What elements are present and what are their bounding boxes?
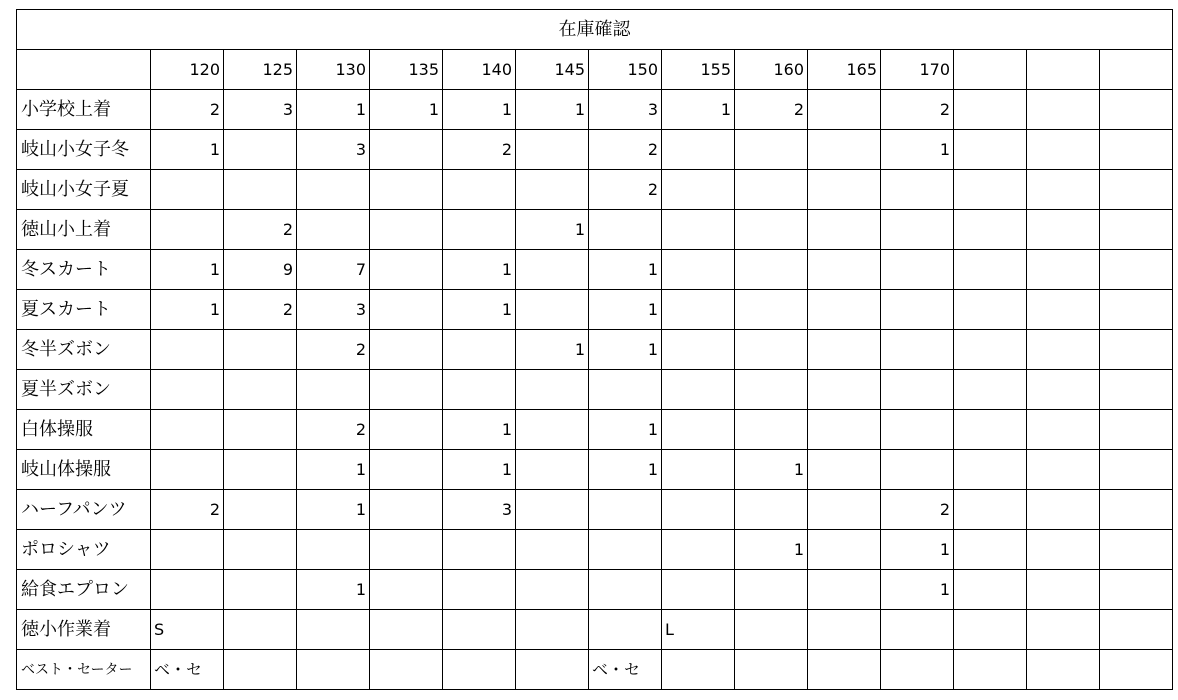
- stock-cell[interactable]: [1100, 210, 1173, 250]
- item-name-cell[interactable]: 小学校上着: [17, 90, 151, 130]
- stock-cell[interactable]: [370, 450, 443, 490]
- stock-cell[interactable]: 1: [151, 130, 224, 170]
- stock-cell[interactable]: [881, 370, 954, 410]
- stock-cell[interactable]: [1027, 530, 1100, 570]
- stock-cell[interactable]: [735, 130, 808, 170]
- stock-cell[interactable]: [151, 570, 224, 610]
- stock-cell[interactable]: [808, 410, 881, 450]
- stock-cell[interactable]: [151, 450, 224, 490]
- stock-cell[interactable]: [516, 410, 589, 450]
- size-header-cell[interactable]: 150: [589, 50, 662, 90]
- stock-cell[interactable]: [808, 650, 881, 690]
- stock-cell[interactable]: [443, 330, 516, 370]
- stock-cell[interactable]: [516, 490, 589, 530]
- stock-cell[interactable]: [370, 570, 443, 610]
- stock-cell[interactable]: [1027, 450, 1100, 490]
- stock-cell[interactable]: 2: [151, 90, 224, 130]
- stock-cell[interactable]: 2: [297, 330, 370, 370]
- stock-cell[interactable]: [370, 610, 443, 650]
- stock-cell[interactable]: [370, 290, 443, 330]
- item-name-cell[interactable]: 給食エプロン: [17, 570, 151, 610]
- stock-cell[interactable]: 1: [516, 330, 589, 370]
- stock-cell[interactable]: 2: [589, 130, 662, 170]
- item-row: [17, 210, 1173, 250]
- stock-cell[interactable]: [954, 130, 1027, 170]
- stock-cell[interactable]: [151, 210, 224, 250]
- item-row: [17, 450, 1173, 490]
- stock-cell[interactable]: [297, 370, 370, 410]
- stock-cell[interactable]: 1: [589, 450, 662, 490]
- stock-cell[interactable]: S: [151, 610, 224, 650]
- stock-cell[interactable]: [662, 490, 735, 530]
- stock-cell[interactable]: [662, 370, 735, 410]
- stock-cell[interactable]: 1: [151, 250, 224, 290]
- stock-cell[interactable]: [735, 170, 808, 210]
- stock-cell[interactable]: [808, 450, 881, 490]
- item-row: [17, 250, 1173, 290]
- stock-cell[interactable]: [808, 530, 881, 570]
- stock-cell[interactable]: [224, 170, 297, 210]
- stock-cell[interactable]: [662, 650, 735, 690]
- stock-cell[interactable]: [443, 610, 516, 650]
- stock-cell[interactable]: 1: [589, 330, 662, 370]
- stock-cell[interactable]: 2: [297, 410, 370, 450]
- stock-cell[interactable]: [662, 570, 735, 610]
- stock-cell[interactable]: [151, 170, 224, 210]
- stock-cell[interactable]: 1: [297, 490, 370, 530]
- stock-cell[interactable]: 1: [443, 250, 516, 290]
- title-row: [17, 10, 1173, 50]
- size-header-cell[interactable]: 130: [297, 50, 370, 90]
- stock-cell[interactable]: [224, 370, 297, 410]
- stock-cell[interactable]: [881, 650, 954, 690]
- stock-cell[interactable]: [516, 570, 589, 610]
- stock-cell[interactable]: [224, 130, 297, 170]
- stock-cell[interactable]: [881, 210, 954, 250]
- stock-cell[interactable]: [1100, 650, 1173, 690]
- stock-cell[interactable]: [1100, 330, 1173, 370]
- stock-cell[interactable]: [881, 250, 954, 290]
- stock-cell[interactable]: [808, 210, 881, 250]
- stock-cell[interactable]: [954, 330, 1027, 370]
- stock-cell[interactable]: [589, 210, 662, 250]
- stock-cell[interactable]: [516, 530, 589, 570]
- stock-cell[interactable]: [443, 530, 516, 570]
- stock-cell[interactable]: [881, 290, 954, 330]
- stock-cell[interactable]: [954, 530, 1027, 570]
- stock-cell[interactable]: [954, 610, 1027, 650]
- stock-cell[interactable]: 1: [370, 90, 443, 130]
- stock-cell[interactable]: 1: [297, 90, 370, 130]
- inventory-sheet: [16, 9, 1173, 690]
- stock-cell[interactable]: [808, 610, 881, 650]
- stock-cell[interactable]: [1100, 490, 1173, 530]
- stock-cell[interactable]: 3: [297, 290, 370, 330]
- stock-cell[interactable]: [954, 90, 1027, 130]
- item-name-cell[interactable]: 岐山小女子夏: [17, 170, 151, 210]
- item-row: [17, 170, 1173, 210]
- stock-cell[interactable]: 1: [297, 570, 370, 610]
- stock-cell[interactable]: [370, 130, 443, 170]
- stock-cell[interactable]: [881, 610, 954, 650]
- stock-cell[interactable]: 1: [589, 410, 662, 450]
- stock-cell[interactable]: [881, 170, 954, 210]
- stock-cell[interactable]: 1: [516, 90, 589, 130]
- stock-cell[interactable]: [1100, 450, 1173, 490]
- stock-cell[interactable]: [297, 210, 370, 250]
- item-name-cell[interactable]: 徳小作業着: [17, 610, 151, 650]
- stock-cell[interactable]: [516, 610, 589, 650]
- size-header-cell[interactable]: 165: [808, 50, 881, 90]
- size-header-cell[interactable]: [1027, 50, 1100, 90]
- stock-cell[interactable]: 1: [443, 450, 516, 490]
- item-name-cell[interactable]: 岐山小女子冬: [17, 130, 151, 170]
- item-name-cell[interactable]: ポロシャツ: [17, 530, 151, 570]
- stock-cell[interactable]: 7: [297, 250, 370, 290]
- stock-cell[interactable]: [589, 530, 662, 570]
- stock-cell[interactable]: [954, 170, 1027, 210]
- size-header-row: [17, 50, 1173, 90]
- item-name-cell[interactable]: ベスト・セーター: [17, 650, 151, 690]
- size-header-cell[interactable]: 135: [370, 50, 443, 90]
- stock-cell[interactable]: [735, 370, 808, 410]
- item-row: [17, 490, 1173, 530]
- stock-cell[interactable]: [1100, 170, 1173, 210]
- stock-cell[interactable]: [224, 330, 297, 370]
- item-name-cell[interactable]: 冬半ズボン: [17, 330, 151, 370]
- stock-cell[interactable]: [954, 450, 1027, 490]
- stock-cell[interactable]: [954, 650, 1027, 690]
- stock-cell[interactable]: [1027, 290, 1100, 330]
- item-name-cell[interactable]: 夏半ズボン: [17, 370, 151, 410]
- stock-cell[interactable]: [954, 490, 1027, 530]
- stock-cell[interactable]: [443, 570, 516, 610]
- stock-cell[interactable]: 1: [735, 530, 808, 570]
- item-row: [17, 570, 1173, 610]
- stock-cell[interactable]: [735, 210, 808, 250]
- stock-cell[interactable]: [954, 370, 1027, 410]
- stock-cell[interactable]: [1027, 90, 1100, 130]
- stock-cell[interactable]: [516, 250, 589, 290]
- stock-cell[interactable]: [370, 250, 443, 290]
- stock-cell[interactable]: [808, 90, 881, 130]
- stock-cell[interactable]: [1027, 130, 1100, 170]
- stock-cell[interactable]: 1: [516, 210, 589, 250]
- stock-cell[interactable]: [662, 130, 735, 170]
- stock-cell[interactable]: [1100, 130, 1173, 170]
- stock-cell[interactable]: [1100, 250, 1173, 290]
- stock-cell[interactable]: 1: [589, 250, 662, 290]
- stock-cell[interactable]: [808, 330, 881, 370]
- stock-cell[interactable]: 1: [443, 410, 516, 450]
- stock-cell[interactable]: [954, 570, 1027, 610]
- stock-cell[interactable]: [735, 290, 808, 330]
- stock-cell[interactable]: [662, 170, 735, 210]
- stock-cell[interactable]: [954, 410, 1027, 450]
- stock-cell[interactable]: [662, 530, 735, 570]
- stock-cell[interactable]: [589, 570, 662, 610]
- stock-cell[interactable]: [589, 370, 662, 410]
- stock-cell[interactable]: [735, 570, 808, 610]
- stock-cell[interactable]: [662, 330, 735, 370]
- stock-cell[interactable]: [224, 650, 297, 690]
- stock-cell[interactable]: [1027, 250, 1100, 290]
- stock-cell[interactable]: [808, 170, 881, 210]
- header-corner-cell[interactable]: [17, 50, 151, 90]
- stock-cell[interactable]: 1: [881, 130, 954, 170]
- stock-cell[interactable]: 1: [151, 290, 224, 330]
- item-name-cell[interactable]: 徳山小上着: [17, 210, 151, 250]
- stock-cell[interactable]: [224, 450, 297, 490]
- stock-cell[interactable]: [224, 610, 297, 650]
- stock-cell[interactable]: L: [662, 610, 735, 650]
- stock-cell[interactable]: [808, 250, 881, 290]
- stock-cell[interactable]: [443, 650, 516, 690]
- size-header-cell[interactable]: [1100, 50, 1173, 90]
- stock-cell[interactable]: [1100, 290, 1173, 330]
- stock-cell[interactable]: [370, 210, 443, 250]
- stock-cell[interactable]: [662, 210, 735, 250]
- stock-cell[interactable]: [224, 410, 297, 450]
- stock-cell[interactable]: [1100, 570, 1173, 610]
- stock-cell[interactable]: [516, 170, 589, 210]
- size-header-cell[interactable]: 120: [151, 50, 224, 90]
- stock-cell[interactable]: 1: [735, 450, 808, 490]
- stock-cell[interactable]: 2: [881, 90, 954, 130]
- stock-cell[interactable]: [224, 570, 297, 610]
- stock-cell[interactable]: [516, 130, 589, 170]
- stock-cell[interactable]: [516, 370, 589, 410]
- stock-cell[interactable]: [662, 450, 735, 490]
- stock-cell[interactable]: 3: [443, 490, 516, 530]
- stock-cell[interactable]: 1: [443, 290, 516, 330]
- stock-cell[interactable]: [151, 370, 224, 410]
- stock-cell[interactable]: [1027, 650, 1100, 690]
- stock-cell[interactable]: [224, 490, 297, 530]
- size-header-cell[interactable]: 160: [735, 50, 808, 90]
- stock-cell[interactable]: 2: [151, 490, 224, 530]
- stock-cell[interactable]: 2: [881, 490, 954, 530]
- stock-cell[interactable]: 3: [224, 90, 297, 130]
- stock-cell[interactable]: 2: [224, 210, 297, 250]
- stock-cell[interactable]: [589, 490, 662, 530]
- stock-cell[interactable]: [151, 530, 224, 570]
- size-header-cell[interactable]: 155: [662, 50, 735, 90]
- stock-cell[interactable]: [443, 210, 516, 250]
- stock-cell[interactable]: 3: [589, 90, 662, 130]
- stock-cell[interactable]: [735, 490, 808, 530]
- size-header-cell[interactable]: 170: [881, 50, 954, 90]
- stock-cell[interactable]: [808, 290, 881, 330]
- stock-cell[interactable]: [881, 330, 954, 370]
- stock-cell[interactable]: [1027, 170, 1100, 210]
- stock-cell[interactable]: [1100, 410, 1173, 450]
- item-row: [17, 370, 1173, 410]
- stock-cell[interactable]: [1027, 330, 1100, 370]
- stock-cell[interactable]: [881, 410, 954, 450]
- stock-cell[interactable]: [1027, 490, 1100, 530]
- size-header-cell[interactable]: [954, 50, 1027, 90]
- stock-cell[interactable]: [954, 210, 1027, 250]
- stock-cell[interactable]: [516, 450, 589, 490]
- stock-cell[interactable]: [443, 370, 516, 410]
- stock-cell[interactable]: [1027, 410, 1100, 450]
- stock-cell[interactable]: [735, 610, 808, 650]
- stock-cell[interactable]: 2: [443, 130, 516, 170]
- stock-cell[interactable]: [1100, 90, 1173, 130]
- stock-cell[interactable]: [370, 170, 443, 210]
- stock-cell[interactable]: 9: [224, 250, 297, 290]
- stock-cell[interactable]: [881, 450, 954, 490]
- stock-cell[interactable]: ベ・セ: [151, 650, 224, 690]
- stock-cell[interactable]: [1027, 210, 1100, 250]
- stock-cell[interactable]: [151, 330, 224, 370]
- stock-cell[interactable]: 1: [881, 570, 954, 610]
- stock-cell[interactable]: [370, 330, 443, 370]
- item-name-cell[interactable]: 岐山体操服: [17, 450, 151, 490]
- stock-cell[interactable]: 1: [589, 290, 662, 330]
- item-row: [17, 130, 1173, 170]
- size-header-cell[interactable]: 145: [516, 50, 589, 90]
- stock-cell[interactable]: [443, 170, 516, 210]
- stock-cell[interactable]: [662, 250, 735, 290]
- item-row: [17, 650, 1173, 690]
- item-name-cell[interactable]: 夏スカート: [17, 290, 151, 330]
- stock-cell[interactable]: [808, 130, 881, 170]
- stock-cell[interactable]: [370, 410, 443, 450]
- stock-cell[interactable]: [662, 410, 735, 450]
- stock-cell[interactable]: [297, 170, 370, 210]
- stock-cell[interactable]: [662, 290, 735, 330]
- size-header-cell[interactable]: 140: [443, 50, 516, 90]
- stock-cell[interactable]: [954, 250, 1027, 290]
- stock-cell[interactable]: [735, 330, 808, 370]
- stock-cell[interactable]: 2: [589, 170, 662, 210]
- sheet-title[interactable]: 在庫確認: [17, 10, 1173, 50]
- item-name-cell[interactable]: 冬スカート: [17, 250, 151, 290]
- stock-cell[interactable]: [954, 290, 1027, 330]
- stock-cell[interactable]: [370, 490, 443, 530]
- stock-cell[interactable]: [151, 410, 224, 450]
- stock-cell[interactable]: 3: [297, 130, 370, 170]
- stock-cell[interactable]: [297, 610, 370, 650]
- stock-cell[interactable]: [1027, 570, 1100, 610]
- stock-cell[interactable]: [589, 610, 662, 650]
- stock-cell[interactable]: [1027, 370, 1100, 410]
- stock-cell[interactable]: 1: [881, 530, 954, 570]
- stock-cell[interactable]: 1: [297, 450, 370, 490]
- stock-cell[interactable]: [370, 370, 443, 410]
- stock-cell[interactable]: [370, 530, 443, 570]
- stock-cell[interactable]: [370, 650, 443, 690]
- stock-cell[interactable]: [224, 530, 297, 570]
- stock-cell[interactable]: [516, 650, 589, 690]
- stock-cell[interactable]: [808, 490, 881, 530]
- item-row: [17, 290, 1173, 330]
- stock-cell[interactable]: 2: [224, 290, 297, 330]
- item-row: [17, 610, 1173, 650]
- stock-cell[interactable]: [735, 410, 808, 450]
- stock-cell[interactable]: 1: [662, 90, 735, 130]
- stock-cell[interactable]: [516, 290, 589, 330]
- stock-cell[interactable]: [1100, 530, 1173, 570]
- item-name-cell[interactable]: ハーフパンツ: [17, 490, 151, 530]
- item-name-cell[interactable]: 白体操服: [17, 410, 151, 450]
- stock-cell[interactable]: ベ・セ: [589, 650, 662, 690]
- item-row: [17, 330, 1173, 370]
- item-row: [17, 410, 1173, 450]
- item-row: [17, 90, 1173, 130]
- stock-cell[interactable]: [735, 250, 808, 290]
- item-row: [17, 530, 1173, 570]
- stock-cell[interactable]: [297, 650, 370, 690]
- stock-cell[interactable]: [735, 650, 808, 690]
- stock-cell[interactable]: [1027, 610, 1100, 650]
- stock-cell[interactable]: [1100, 370, 1173, 410]
- stock-cell[interactable]: [1100, 610, 1173, 650]
- stock-cell[interactable]: [297, 530, 370, 570]
- stock-cell[interactable]: [808, 370, 881, 410]
- stock-cell[interactable]: [808, 570, 881, 610]
- stock-cell[interactable]: 2: [735, 90, 808, 130]
- size-header-cell[interactable]: 125: [224, 50, 297, 90]
- stock-cell[interactable]: 1: [443, 90, 516, 130]
